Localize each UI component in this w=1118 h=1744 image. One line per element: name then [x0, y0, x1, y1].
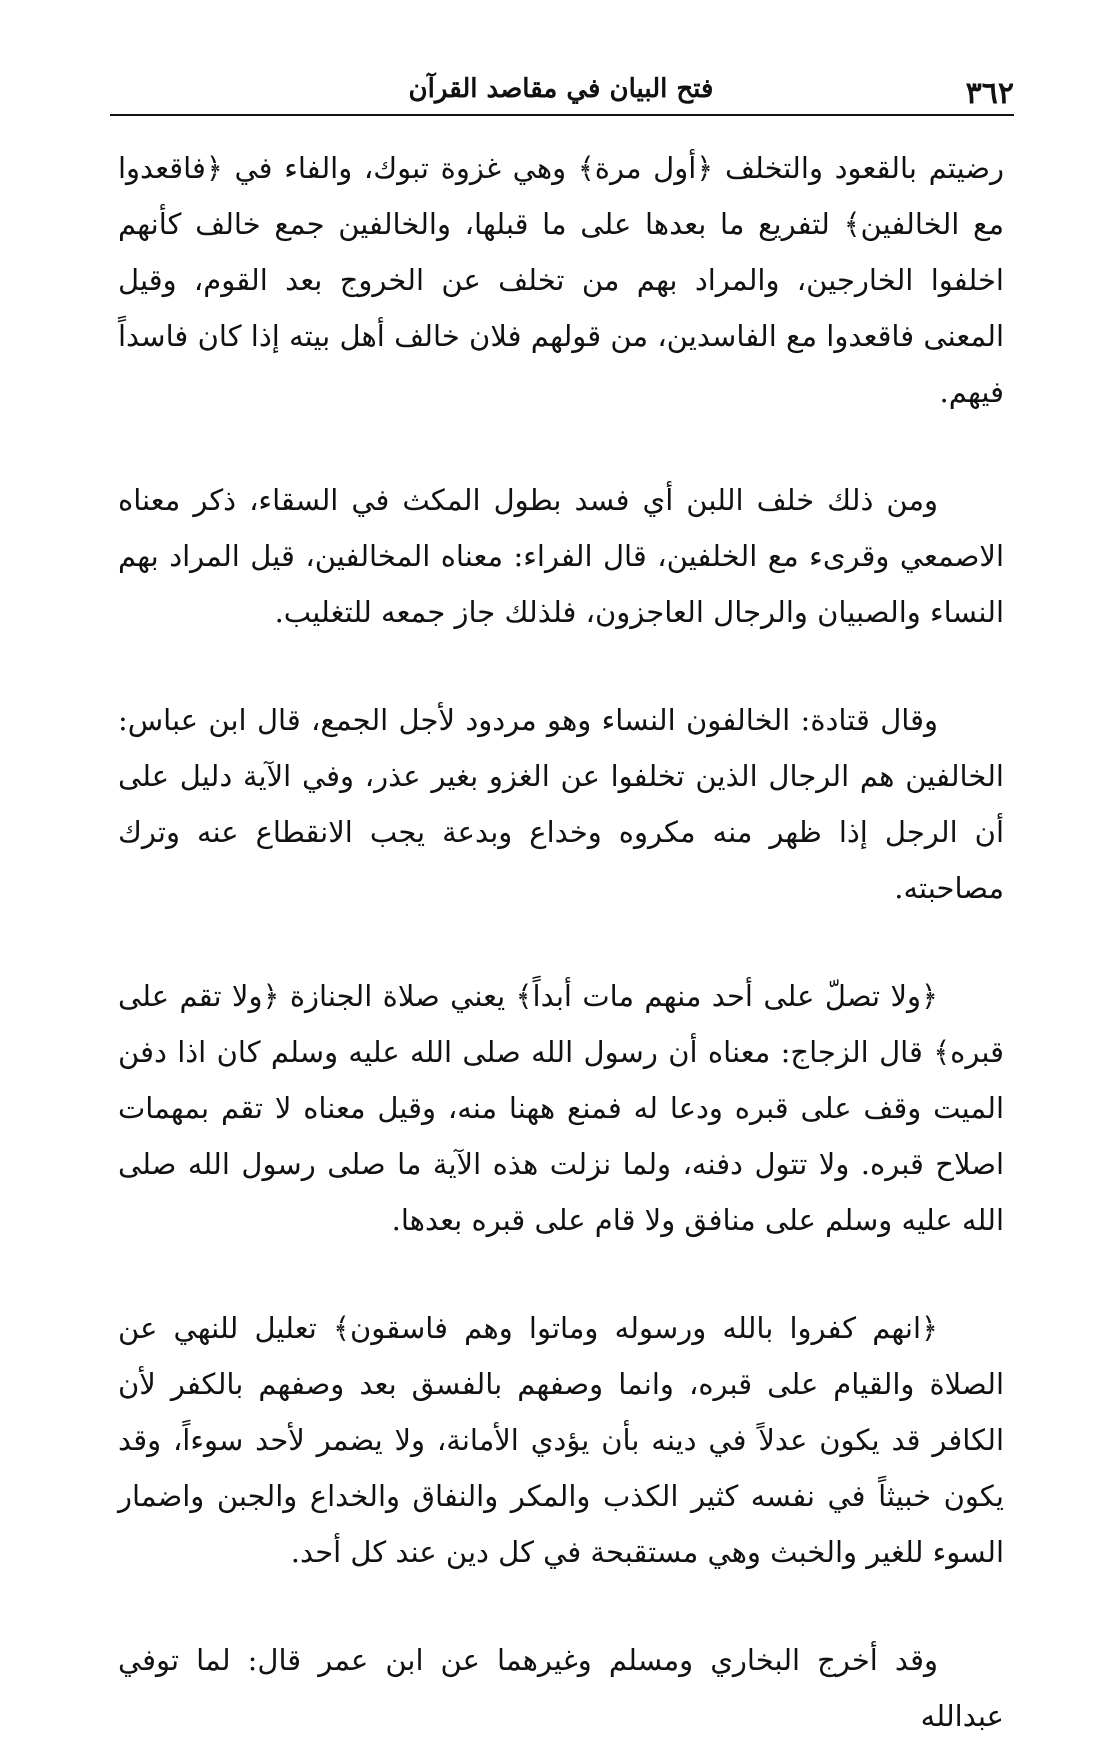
paragraph-2: ومن ذلك خلف اللبن أي فسد بطول المكث في السقاء، ذكر معناه الاصمعي وقرىء مع الخلفين، قال الفراء: معناه المخالفين، قيل المراد بهم النساء والصبيان والرجال العاجزون، فلذلك جاز جمعه للتغليب.: [118, 483, 1004, 629]
paragraph-4: ﴿ولا تصلّ على أحد منهم مات أبداً﴾ يعني صلاة الجنازة ﴿ولا تقم على قبره﴾ قال الزجاج: معناه أن رسول الله صلى الله عليه وسلم كان اذا دفن الميت وقف على قبره ودعا له فمنع ههنا منه، وقيل معناه لا تقم بمهمات اصلاح قبره. ولا تتول دفنه، ولما نزلت هذه الآية ما صلى رسول الله صلى الله عليه وسلم على منافق ولا قام على قبره بعدها.: [118, 979, 1004, 1237]
running-title: فتح البيان في مقاصد القرآن: [408, 74, 714, 104]
paragraph-5: ﴿انهم كفروا بالله ورسوله وماتوا وهم فاسقون﴾ تعليل للنهي عن الصلاة والقيام على قبره، وانما وصفهم بالفسق بعد وصفهم بالكفر لأن الكافر قد يكون عدلاً في دينه بأن يؤدي الأمانة، ولا يضمر لأحد سوءاً، وقد يكون خبيثاً في نفسه كثير الكذب والمكر والنفاق والخداع والجبن واضمار السوء للغير والخبث وهي مستقبحة في كل دين عند كل أحد.: [118, 1311, 1004, 1569]
paragraph-3: وقال قتادة: الخالفون النساء وهو مردود لأجل الجمع، قال ابن عباس: الخالفين هم الرجال الذين تخلفوا عن الغزو بغير عذر، وفي الآية دليل على أن الرجل إذا ظهر منه مكروه وخداع وبدعة يجب الانقطاع عنه وترك مصاحبته.: [118, 703, 1004, 905]
header-rule: [110, 114, 1014, 116]
page-number: ٣٦٢: [965, 76, 1014, 111]
paragraph-1: رضيتم بالقعود والتخلف ﴿أول مرة﴾ وهي غزوة تبوك، والفاء في ﴿فاقعدوا مع الخالفين﴾ لتفريع ما بعدها على ما قبلها، والخالفين جمع خالف كأنهم اخلفوا الخارجين، والمراد بهم من تخلف عن الخروج بعد القوم، وقيل المعنى فاقعدوا مع الفاسدين، من قولهم فلان خالف أهل بيته إذا كان فاسداً فيهم.: [118, 151, 1004, 409]
body-text: [118, 140, 1004, 1744]
paragraph-6: وقد أخرج البخاري ومسلم وغيرهما عن ابن عمر قال: لما توفي عبدالله: [118, 1643, 1004, 1733]
page-header: [108, 62, 1014, 114]
